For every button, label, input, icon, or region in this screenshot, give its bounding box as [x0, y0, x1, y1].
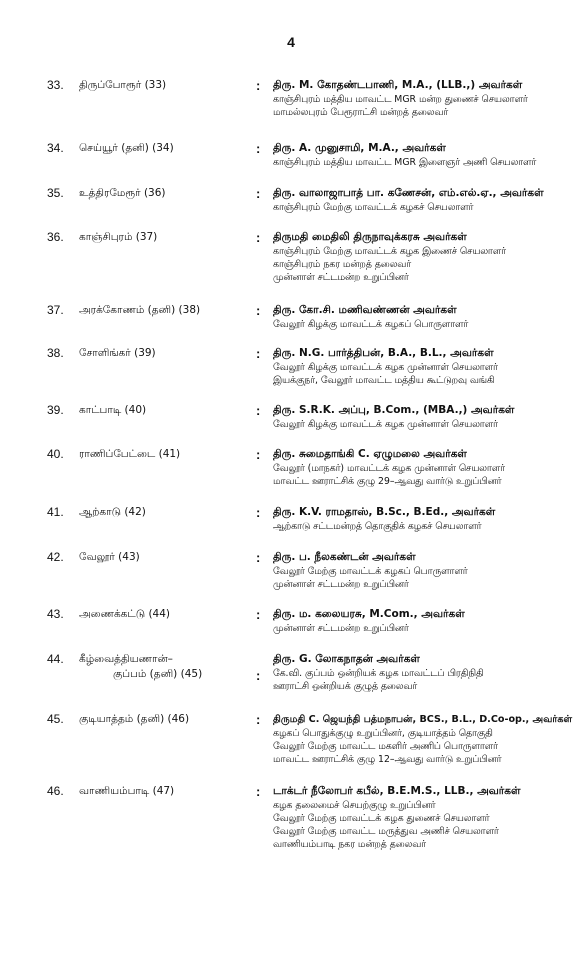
candidate-details [273, 784, 573, 851]
colon-separator: : [256, 346, 261, 361]
constituency-name [79, 652, 249, 682]
entry-number: 45. [47, 712, 64, 726]
candidate-detail-line: கழகப் பொதுக்குழு உறுப்பினர், குடியாத்தம் தொகுதி [273, 728, 493, 739]
entry-number: 43. [47, 607, 64, 621]
candidate-details [273, 141, 573, 169]
constituency-name: செய்யூர் (தனி) (34) [79, 142, 174, 154]
colon-separator: : [256, 505, 261, 520]
candidate-details [273, 447, 573, 488]
entry-number: 42. [47, 550, 64, 564]
colon-separator: : [256, 784, 261, 799]
entry-number: 35. [47, 186, 64, 200]
constituency-name: அரக்கோணம் (தனி) (38) [79, 304, 201, 316]
candidate-detail-line: வேலூர் மேற்கு மாவட்டக் கழகப் பொருளாளர் [273, 566, 468, 577]
entry-number: 33. [47, 78, 64, 92]
candidate-details [273, 78, 573, 119]
constituency-name: ஆற்காடு (42) [79, 506, 146, 518]
constituency-name: திருப்போரூர் (33) [79, 79, 167, 91]
colon-separator: : [256, 403, 261, 418]
candidate-details [273, 230, 573, 284]
entry-number: 46. [47, 784, 64, 798]
colon-separator: : [256, 303, 261, 318]
candidate-detail-line: காஞ்சிபுரம் மேற்கு மாவட்டக் கழக இணைச் செயலாளர் [273, 246, 507, 257]
candidate-details [273, 550, 573, 591]
candidate-detail-line: வாணியம்பாடி நகர மன்றத் தலைவர் [273, 839, 426, 850]
candidate-name: திரு. M. கோதண்டபாணி, M.A., (LLB.,) அவர்கள் [273, 79, 523, 91]
colon-separator: : [256, 550, 261, 565]
candidate-name: திரு. K.V. ராமதாஸ், B.Sc., B.Ed., அவர்கள் [273, 506, 496, 518]
candidate-detail-line: முன்னாள் சட்டமன்ற உறுப்பினர் [273, 579, 409, 590]
candidate-detail-line: வேலூர் கிழக்கு மாவட்டக் கழக முன்னாள் செயலாளர் [273, 419, 498, 430]
candidate-detail-line: ஊராட்சி ஒன்றியக் குழுத் தலைவர் [273, 681, 418, 692]
constituency-name: காட்பாடி (40) [79, 404, 147, 416]
entry-number: 39. [47, 403, 64, 417]
candidate-details [273, 403, 573, 431]
candidate-name: திரு. A. முனுசாமி, M.A., அவர்கள் [273, 142, 446, 154]
constituency-name: வேலூர் (43) [79, 551, 140, 563]
candidate-detail-line: வேலூர் கிழக்கு மாவட்டக் கழகப் பொருளாளர் [273, 319, 469, 330]
colon-separator: : [256, 668, 261, 683]
constituency-name: உத்திரமேரூர் (36) [79, 187, 166, 199]
candidate-detail-line: கழக தலைமைச் செயற்குழு உறுப்பினர் [273, 800, 436, 811]
candidate-name: திரு. கோ.சி. மணிவண்ணன் அவர்கள் [273, 304, 457, 316]
entry-number: 38. [47, 346, 64, 360]
colon-separator: : [256, 230, 261, 245]
entry-number: 37. [47, 303, 64, 317]
candidate-details [273, 186, 573, 214]
candidate-detail-line: மாவட்ட ஊராட்சிக் குழு 29–ஆவது வார்டு உறுப்பினர் [273, 476, 502, 487]
candidate-name: திரு. ப. நீலகண்டன் அவர்கள் [273, 551, 416, 563]
candidate-detail-line: வேலூர் மேற்கு மாவட்டக் கழக துணைச் செயலாளர் [273, 813, 490, 824]
candidate-details [273, 652, 573, 693]
page-number: 4 [287, 34, 295, 50]
candidate-name: திருமதி C. ஜெயந்தி பத்மநாபன், BCS., B.L., D.Co-op., அவர்கள் [273, 714, 573, 725]
colon-separator: : [256, 447, 261, 462]
entry-number: 41. [47, 505, 64, 519]
candidate-detail-line: வேலூர் (மாநகர்) மாவட்டக் கழக முன்னாள் செயலாளர் [273, 463, 505, 474]
candidate-details [273, 346, 573, 387]
candidate-name: டாக்டர் நீலோபர் கபீல், B.E.M.S., LLB., அவர்கள் [273, 785, 521, 797]
colon-separator: : [256, 186, 261, 201]
candidate-detail-line: ஆற்காடு சட்டமன்றத் தொகுதிக் கழகச் செயலாளர் [273, 521, 482, 532]
constituency-name-line-2: குப்பம் (தனி) (45) [113, 668, 203, 680]
candidate-detail-line: வேலூர் மேற்கு மாவட்ட மகளிர் அணிப் பொருளாளர் [273, 741, 498, 752]
candidate-detail-line: காஞ்சிபுரம் மத்திய மாவட்ட MGR இளைஞர் அணி செயலாளர் [273, 157, 537, 168]
entry-number: 36. [47, 230, 64, 244]
candidate-name: திரு. N.G. பார்த்திபன், B.A., B.L., அவர்கள் [273, 347, 494, 359]
candidate-detail-line: முன்னாள் சட்டமன்ற உறுப்பினர் [273, 623, 409, 634]
candidate-name: திருமதி மைதிலி திருநாவுக்கரசு அவர்கள் [273, 231, 467, 243]
entry-number: 40. [47, 447, 64, 461]
candidate-detail-line: இயக்குநர், வேலூர் மாவட்ட மத்திய கூட்டுறவு வங்கி [273, 375, 495, 386]
candidate-detail-line: மாமல்லபுரம் பேரூராட்சி மன்றத் தலைவர் [273, 107, 449, 118]
candidate-detail-line: காஞ்சிபுரம் மேற்கு மாவட்டக் கழகச் செயலாளர் [273, 202, 474, 213]
constituency-name: ராணிப்பேட்டை (41) [79, 448, 181, 460]
colon-separator: : [256, 78, 261, 93]
candidate-name: திரு. ம. கலையரசு, M.Com., அவர்கள் [273, 608, 465, 620]
entry-number: 34. [47, 141, 64, 155]
constituency-name: அணைக்கட்டு (44) [79, 608, 171, 620]
constituency-name: சோளிங்கர் (39) [79, 347, 156, 359]
candidate-detail-line: காஞ்சிபுரம் நகர மன்றத் தலைவர் [273, 259, 412, 270]
candidate-detail-line: வேலூர் கிழக்கு மாவட்டக் கழக முன்னாள் செயலாளர் [273, 362, 498, 373]
colon-separator: : [256, 712, 261, 727]
candidate-details [273, 303, 573, 331]
candidate-name: திரு. G. லோகநாதன் அவர்கள் [273, 653, 420, 665]
candidate-details [273, 505, 573, 533]
candidate-detail-line: வேலூர் மேற்கு மாவட்ட மருத்துவ அணிச் செயலாளர் [273, 826, 499, 837]
candidate-detail-line: காஞ்சிபுரம் மத்திய மாவட்ட MGR மன்ற துணைச் செயலாளர் [273, 94, 528, 105]
colon-separator: : [256, 141, 261, 156]
candidate-detail-line: மாவட்ட ஊராட்சிக் குழு 12–ஆவது வார்டு உறுப்பினர் [273, 754, 502, 765]
entry-number: 44. [47, 652, 64, 666]
candidate-detail-line: கே.வி. குப்பம் ஒன்றியக் கழக மாவட்டப் பிரதிநிதி [273, 668, 484, 679]
candidate-detail-line: முன்னாள் சட்டமன்ற உறுப்பினர் [273, 272, 409, 283]
constituency-name-line-1: கீழ்வைத்தியணான்– [79, 653, 173, 665]
constituency-name: காஞ்சிபுரம் (37) [79, 231, 158, 243]
constituency-name: குடியாத்தம் (தனி) (46) [79, 713, 190, 725]
constituency-name: வாணியம்பாடி (47) [79, 785, 175, 797]
candidate-details [273, 712, 573, 766]
candidate-details [273, 607, 573, 635]
colon-separator: : [256, 607, 261, 622]
candidate-name: திரு. வாலாஜாபாத் பா. கணேசன், எம்.எல்.ஏ., அவர்கள் [273, 187, 544, 199]
candidate-name: திரு. சுமைதாங்கி C. ஏழுமலை அவர்கள் [273, 448, 467, 460]
candidate-name: திரு. S.R.K. அப்பு, B.Com., (MBA.,) அவர்கள் [273, 404, 515, 416]
